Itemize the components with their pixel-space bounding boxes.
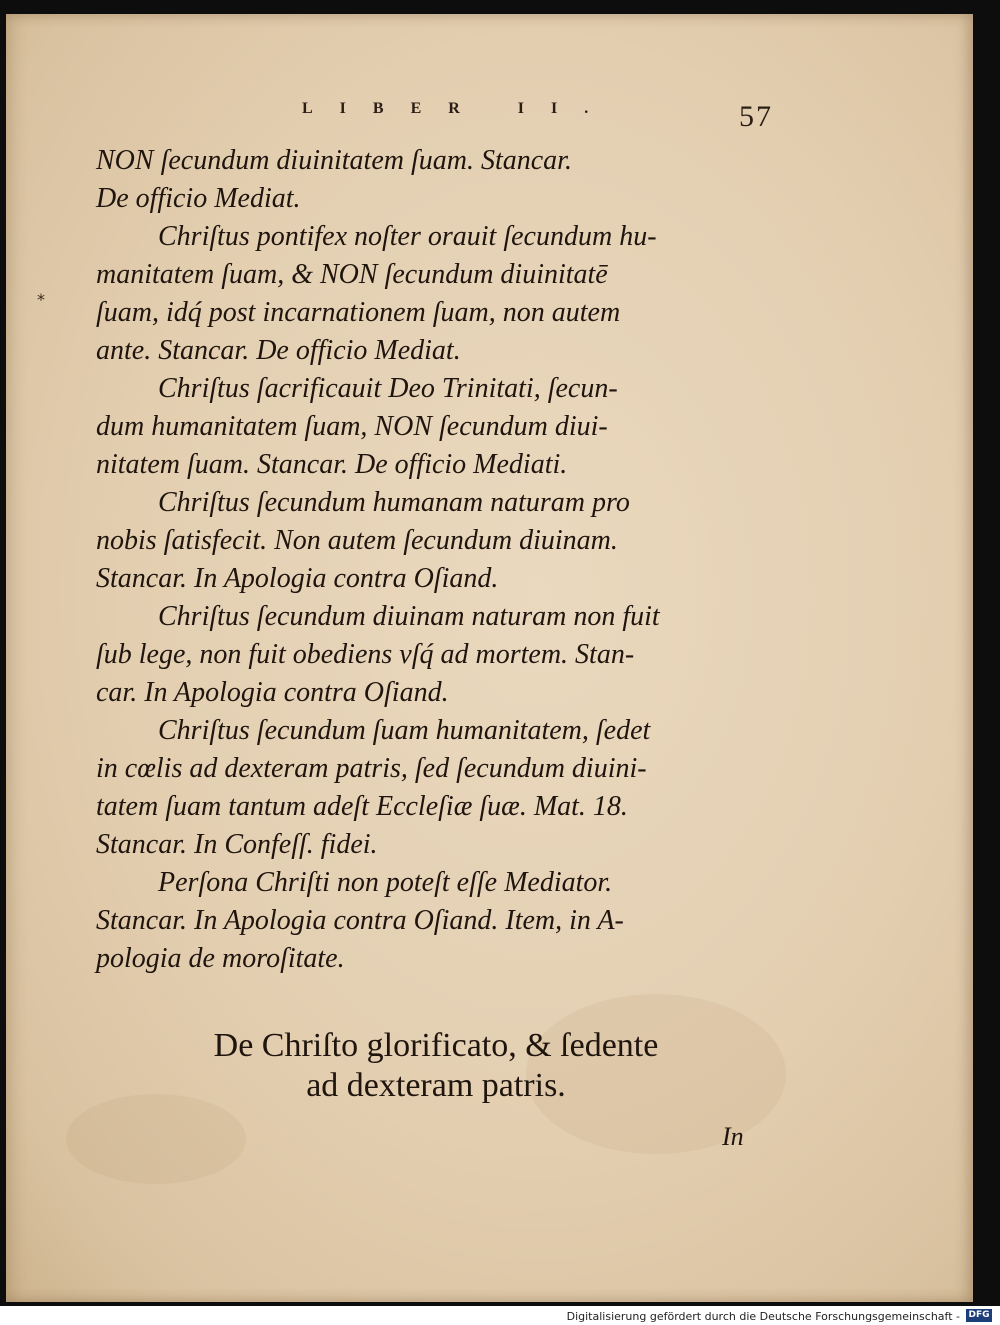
text-line: car. In Apologia contra Oſiand. (96, 677, 449, 708)
text-line: ſuam, idq́ post incarnationem ſuam, non autem (96, 297, 621, 328)
section-heading-line-1: De Chriſto glorificato, & ſedente (213, 1027, 659, 1064)
body-text (96, 142, 786, 978)
paper-stain (66, 1094, 246, 1184)
section-heading-line-2: ad dexteram patris. (306, 1067, 566, 1104)
text-line: ſub lege, non fuit obediens vſq́ ad mortem. Stan- (96, 639, 635, 670)
text-line: Stancar. In Confeſſ. fidei. (96, 829, 378, 860)
page-number: 57 (739, 100, 773, 133)
dfg-logo: DFG (966, 1309, 992, 1322)
text-line: De officio Mediat. (96, 183, 301, 214)
text-line: Chriſtus ſecundum ſuam humanitatem, ſedet (158, 715, 651, 746)
book-page (6, 14, 973, 1302)
text-line: tatem ſuam tantum adeſt Eccleſiæ ſuæ. Mat. 18. (96, 791, 628, 822)
text-line: Stancar. In Apologia contra Oſiand. (96, 563, 499, 594)
footer-credit: Digitalisierung gefördert durch die Deutsche Forschungsgemeinschaft - (566, 1310, 960, 1323)
text-line: Chriſtus ſecundum humanam naturam pro (158, 487, 630, 518)
text-line: manitatem ſuam, & NON ſecundum diuinitatē (96, 259, 608, 290)
text-line: dum humanitatem ſuam, NON ſecundum diui- (96, 411, 608, 442)
running-head: LIBER II. (302, 100, 616, 117)
text-line: Chriſtus ſacrificauit Deo Trinitati, ſecun- (158, 373, 618, 404)
text-line: in cœlis ad dexteram patris, ſed ſecundum diuini- (96, 753, 647, 784)
text-line: nitatem ſuam. Stancar. De officio Mediati. (96, 449, 568, 480)
text-line: Stancar. In Apologia contra Oſiand. Item, in A- (96, 905, 624, 936)
text-line: pologia de moroſitate. (96, 943, 345, 974)
catchword: In (722, 1122, 744, 1151)
section-heading (136, 1026, 736, 1106)
text-line: Perſona Chriſti non poteſt eſſe Mediator. (158, 867, 613, 898)
text-line: Chriſtus ſecundum diuinam naturam non fuit (158, 601, 660, 632)
text-line: Chriſtus pontifex noſter orauit ſecundum hu- (158, 221, 657, 252)
text-line: NON ſecundum diuinitatem ſuam. Stancar. (96, 145, 572, 176)
text-line: ante. Stancar. De officio Mediat. (96, 335, 461, 366)
text-line: nobis ſatisfecit. Non autem ſecundum diuinam. (96, 525, 618, 556)
margin-mark: * (37, 290, 45, 309)
